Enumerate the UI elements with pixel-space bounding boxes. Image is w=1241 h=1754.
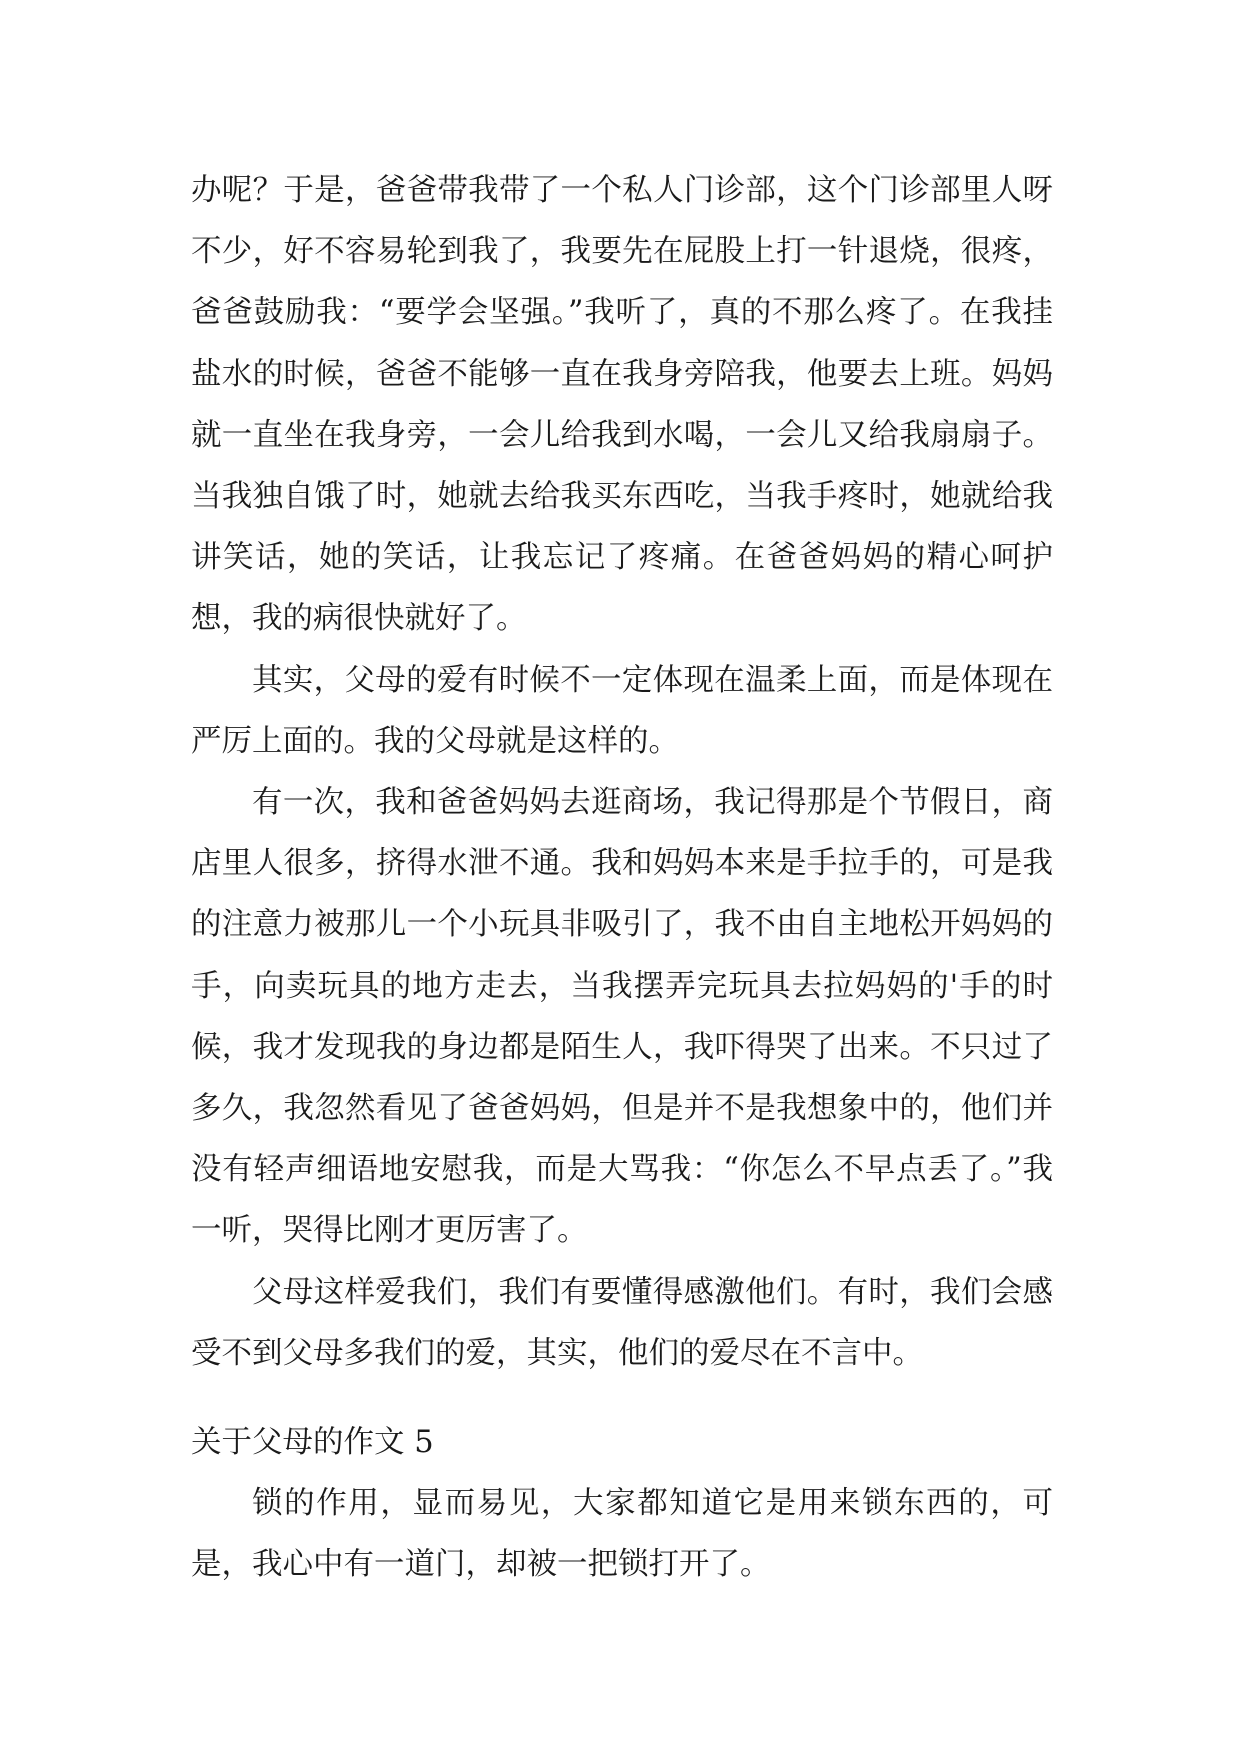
paragraph: 有一次，我和爸爸妈妈去逛商场，我记得那是个节假日，商店里人很多，挤得水泄不通。我和妈妈本来是手拉手的，可是我的注意力被那儿一个小玩具非吸引了，我不由自主地松开妈妈的手，向卖玩具的地方走去，当我摆弄完玩具去拉妈妈的'手的时候，我才发现我的身边都是陌生人，我吓得哭了出来。不只过了多久，我忽然看见了爸爸妈妈，但是并不是我想象中的，他们并没有轻声细语地安慰我，而是大骂我：“你怎么不早点丢了。”我一听，哭得比刚才更厉害了。	[191, 785, 1053, 1249]
paragraph: 父母这样爱我们，我们有要懂得感激他们。有时，我们会感受不到父母多我们的爱，其实，他们的爱尽在不言中。	[191, 1274, 1053, 1371]
paragraph: 锁的作用，显而易见，大家都知道它是用来锁东西的，可是，我心中有一道门，却被一把锁打开了。	[191, 1486, 1053, 1583]
body-text	[191, 160, 1053, 1596]
section-heading: 关于父母的作文 5	[191, 1425, 434, 1461]
paragraph: 其实，父母的爱有时候不一定体现在温柔上面，而是体现在严厉上面的。我的父母就是这样的。	[191, 662, 1053, 759]
paragraph-continuation: 办呢？于是，爸爸带我带了一个私人门诊部，这个门诊部里人呀不少，好不容易轮到我了，我要先在屁股上打一针退烧，很疼，爸爸鼓励我：“要学会坚强。”我听了，真的不那么疼了。在我挂盐水的时候，爸爸不能够一直在我身旁陪我，他要去上班。妈妈就一直坐在我身旁，一会儿给我到水喝，一会儿又给我扇扇子。当我独自饿了时，她就去给我买东西吃，当我手疼时，她就给我讲笑话，她的笑话，让我忘记了疼痛。在爸爸妈妈的精心呵护想，我的病很快就好了。	[191, 173, 1053, 637]
